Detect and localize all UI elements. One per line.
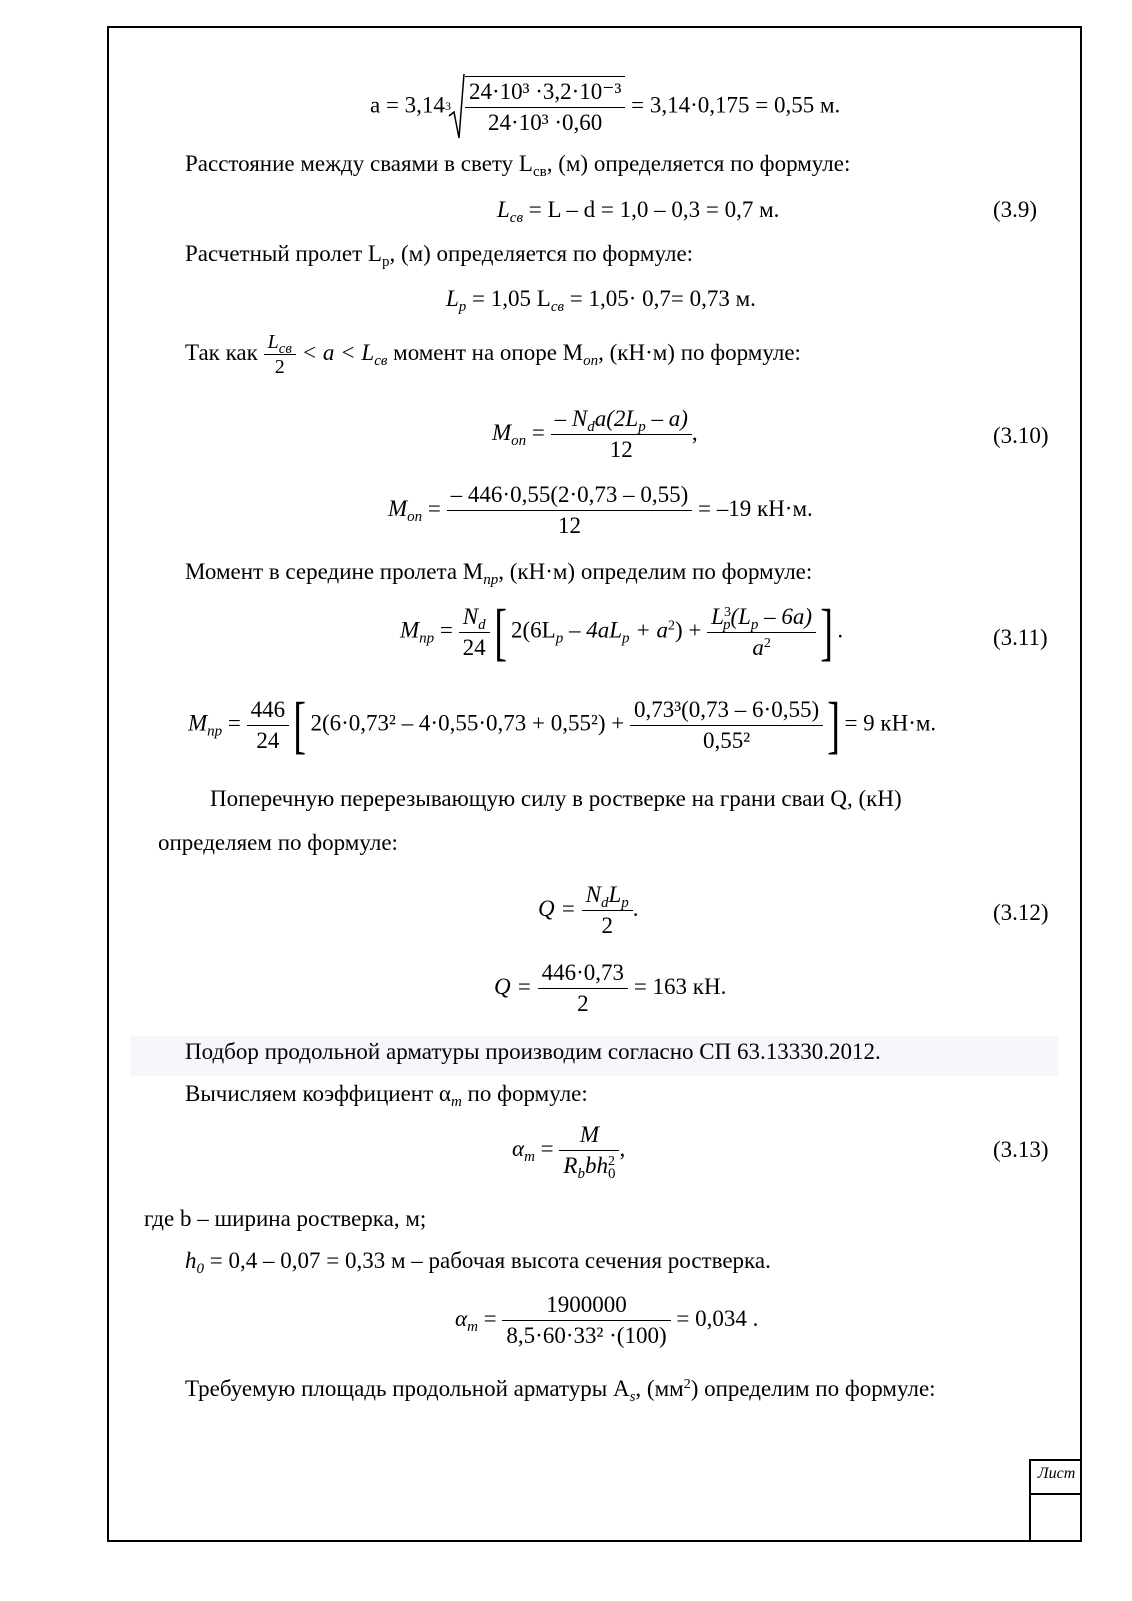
- text7: Вычисляем коэффициент α: [185, 1081, 451, 1106]
- eq310-lhs-sub: оп: [511, 432, 527, 449]
- eq311-f1: [459, 602, 490, 663]
- eq310-num-tail: a(2L: [594, 406, 639, 431]
- text3-fraction: [264, 330, 296, 379]
- eq313-after: ,: [619, 1135, 626, 1161]
- text3-frac-den: 2: [274, 356, 285, 378]
- text3-frac-num: L: [267, 331, 279, 353]
- right-bracket-icon: ]: [827, 689, 841, 760]
- equation-3-9: [497, 196, 779, 224]
- eq312b-lhs: Q =: [494, 973, 532, 999]
- paragraph-alpha: [185, 1080, 588, 1108]
- eq39-lhs: L: [497, 197, 510, 222]
- eq313-num: M: [579, 1122, 600, 1147]
- eq-number-3-9: (3.9): [993, 197, 1038, 222]
- eq-a-lhs: a = 3,14: [370, 92, 445, 118]
- root-index: 3: [444, 99, 451, 113]
- eq311b-inner: 2(6·0,73² – 4·0,55·0,73 + 0,55²) +: [310, 710, 630, 736]
- eq310b-rhs: = –19 кН·м.: [698, 495, 813, 521]
- text3-tail2: , (кН·м) по формуле:: [598, 339, 801, 365]
- eq311b-f2: [630, 695, 823, 756]
- eq311-f1-den: 24: [462, 634, 486, 660]
- equation-3-12: [538, 880, 639, 941]
- eq311-f2-num-sub: p: [722, 616, 731, 633]
- paragraph-span: [185, 240, 693, 268]
- text10-sub: s: [629, 1389, 636, 1405]
- eq311-lhs-sub: пр: [419, 630, 435, 647]
- text2: Расчетный пролет L: [185, 241, 382, 266]
- eq-number-3-10: (3.10): [993, 423, 1049, 448]
- eq-alpha-num: 1900000: [502, 1290, 670, 1321]
- eq311b-f1-num: 446: [247, 695, 290, 726]
- text2-sub: р: [381, 254, 390, 270]
- eq311-f2-num: L: [711, 603, 724, 629]
- eq-alpha-lhs: α: [455, 1305, 468, 1331]
- text3-head: Так как: [185, 339, 258, 365]
- equation-alpha-numeric: $\alpha_m$ = $\frac{1900000}{\text{8,5·60·33² ·(100)}}$ = 0,034 .: [455, 1290, 758, 1351]
- cube-root: [444, 72, 625, 142]
- eq310b-fraction: [447, 480, 693, 541]
- eq311-f2-num-tail: (L: [730, 603, 751, 629]
- eq-alpha-fraction: [502, 1290, 670, 1351]
- eq311-inner2-sub: p: [621, 630, 630, 647]
- text1-sub: св: [532, 164, 547, 180]
- eq-a-fraction: [465, 76, 625, 138]
- paragraph-shear-force-cont: определяем по формуле:: [158, 830, 398, 855]
- eq-lp-b: = 1,05 L: [466, 286, 551, 311]
- equation-3-13: $\alpha_m$ = $\frac{M}{R_bbh^2_0}$ ,: [512, 1122, 626, 1182]
- eq313-den-tail: bh: [584, 1153, 608, 1178]
- equation-a: [370, 72, 840, 142]
- eq313-lhs: α: [512, 1135, 525, 1161]
- eq-lp-a: L: [446, 286, 459, 311]
- eq-a-num: 24·10³ ·3,2·10⁻³: [465, 77, 625, 108]
- eq-number-3-12: (3.12): [993, 900, 1049, 925]
- eq310b-den: 12: [557, 513, 581, 538]
- left-bracket-icon: [: [493, 596, 507, 667]
- eq-lp-c: = 1,05· 0,7= 0,73 м.: [564, 286, 756, 311]
- equation-lp: [446, 285, 756, 313]
- eq310b-lhs: M: [388, 495, 408, 521]
- paragraph-moment-midspan: [185, 558, 812, 586]
- text1-tail: , (м) определяется по формуле:: [546, 151, 851, 176]
- eq312-num-sub: d: [600, 895, 609, 911]
- text10-end: ) определим по формуле:: [690, 1376, 936, 1401]
- text10-sup: 2: [683, 1377, 691, 1392]
- equation-3-11-numeric: $M_{пр}$ = $\frac{446}{24}$ [ 2(6·0,73² – 4·0,55·0,73 + 0,55²) + $\frac{\text{0,73³(0,73 – 6·0,55)}}{\text{0,55²}}$ ] = 9 кН·м.: [188, 689, 937, 760]
- eq312b-den: 2: [577, 991, 589, 1016]
- eq310-den: 12: [609, 437, 633, 462]
- eq312-num-tail: L: [608, 882, 622, 907]
- eq310-num-tail-sub: p: [638, 419, 646, 435]
- eq312-after: .: [632, 895, 639, 921]
- sheet-label: Лист: [1037, 1465, 1076, 1482]
- text4: Момент в середине пролета M: [185, 559, 484, 584]
- eq311b-lhs-sub: пр: [207, 723, 223, 740]
- eq310b-lhs-sub: оп: [407, 508, 423, 525]
- eq313-fraction: $\frac{M}{R_bbh^2_0}$: [559, 1120, 619, 1181]
- eq310-fraction: [551, 404, 692, 465]
- eq311-f1-num-sub: d: [478, 616, 486, 633]
- eq312b-num: 446·0,73: [538, 958, 628, 989]
- text7-sub: m: [450, 1094, 462, 1110]
- eq311b-rhs: = 9 кН·м.: [844, 710, 937, 736]
- eq311b-lhs: M: [188, 710, 208, 736]
- eq311-inner: 2(6L: [510, 617, 556, 643]
- eq-alpha-den: 8,5·60·33² ·(100): [506, 1323, 667, 1348]
- eq-a-den: 24·10³ ·0,60: [488, 110, 603, 135]
- eq311-f1-num: N: [462, 603, 479, 629]
- paragraph-h0: [185, 1247, 771, 1275]
- eq311-after: .: [837, 617, 844, 643]
- text3-mid-sub: св: [374, 352, 388, 369]
- equation-3-10: $M_{оп}$ = $\frac{- N_da(2L_p - a)}{12}$ ,: [492, 404, 698, 465]
- eq311-f2-den: a: [752, 634, 764, 660]
- text1: Расстояние между сваями в свету L: [185, 151, 533, 176]
- eq311-f2-num-tail-sub: p: [750, 616, 759, 633]
- eq311b-f1: [247, 695, 290, 756]
- eq313-lhs-sub: m: [524, 1148, 535, 1165]
- eq311-inner2: – 4aL: [563, 617, 622, 643]
- eq312-num: N: [585, 882, 601, 907]
- paragraph-moment-support: [185, 330, 801, 379]
- paragraph-clear-span: [185, 150, 850, 178]
- eq311-f2-num-end: – 6a): [758, 603, 813, 629]
- eq312-fraction: [582, 880, 633, 941]
- title-block-stamp: [1029, 1459, 1082, 1542]
- eq311b-f2-den: 0,55²: [702, 727, 751, 753]
- paragraph-required-area: [185, 1375, 936, 1403]
- text9-sub: 0: [196, 1261, 204, 1277]
- text3-frac-num-sub: св: [278, 341, 292, 357]
- eq-number-3-13: (3.13): [993, 1137, 1049, 1162]
- eq310-num-sub: d: [587, 419, 595, 435]
- text4-tail: , (кН·м) определим по формуле:: [498, 559, 813, 584]
- eq311-inner3: + a: [629, 617, 669, 643]
- eq312-lhs: Q =: [538, 895, 576, 921]
- eq-number-3-11: (3.11): [993, 625, 1048, 650]
- eq39-lhs-sub: св: [509, 210, 523, 226]
- eq313-den: R: [563, 1153, 578, 1178]
- eq311-f2: $\frac{L^3_p(L_p - 6a)}{a^2}$: [707, 602, 816, 663]
- eq311b-f2-num: 0,73³(0,73 – 6·0,55): [630, 695, 823, 726]
- text10-tail: , (мм: [635, 1376, 684, 1401]
- eq-a-rhs: = 3,14·0,175 = 0,55 м.: [631, 92, 841, 118]
- text9: h: [185, 1248, 197, 1273]
- text10: Требуемую площадь продольной арматуры A: [185, 1376, 630, 1401]
- paragraph-where-b: где b – ширина ростверка, м;: [144, 1206, 427, 1231]
- text3-mid: < a < L: [301, 339, 375, 365]
- equation-3-10-numeric: $M_{оп}$ = $\frac{- 446\cdot 0,55(2\cdot 0,73 - 0,55)}{12}$ = –19 кН·м.: [388, 480, 813, 541]
- text7-tail: по формуле:: [461, 1081, 588, 1106]
- eq-alpha-rhs: = 0,034 .: [676, 1305, 759, 1331]
- equation-3-11: $M_{пр}$ = $\frac{N_d}{24}$ [ $2(6L_p - 4aL_p + a^2)$ + $\frac{L^3_p(L_p - 6a)}{a^2}$ ] .: [400, 596, 844, 667]
- paragraph-shear-force: Поперечную перерезывающую силу в ростверке на грани сваи Q, (кН): [210, 786, 902, 811]
- eq310-num: – N: [554, 406, 588, 431]
- left-bracket-icon: [: [293, 689, 307, 760]
- eq-alpha-lhs-sub: m: [467, 1318, 478, 1335]
- stamp-divider: [1031, 1493, 1082, 1495]
- eq-lp-b-sub: св: [550, 299, 564, 315]
- eq310-lhs: M: [492, 419, 512, 445]
- eq39-body: = L – d = 1,0 – 0,3 = 0,7 м.: [528, 197, 780, 222]
- eq310-after: ,: [691, 419, 698, 445]
- eq312b-fraction: [538, 958, 628, 1019]
- text3-tail-sub: оп: [583, 352, 599, 369]
- text3-tail1: момент на опоре M: [387, 339, 584, 365]
- eq310b-num: – 446·0,55(2·0,73 – 0,55): [447, 480, 693, 511]
- eq313-den-sub2: 0: [607, 1166, 616, 1182]
- text4-sub: пр: [483, 572, 499, 588]
- eq311-inner4: ) +: [675, 617, 708, 643]
- eq312-num-tail-sub: p: [621, 895, 629, 911]
- eq311-lhs: M: [400, 617, 420, 643]
- eq312-den: 2: [601, 913, 613, 938]
- text9-tail: = 0,4 – 0,07 = 0,33 м – рабочая высота сечения ростверка.: [204, 1248, 771, 1273]
- right-bracket-icon: ]: [820, 596, 834, 667]
- eq311b-f1-den: 24: [256, 727, 280, 753]
- eq312b-rhs: = 163 кН.: [633, 973, 727, 999]
- eq310-num-end: – a): [645, 406, 688, 431]
- text2-tail: , (м) определяется по формуле:: [389, 241, 694, 266]
- paragraph-reinforcement: Подбор продольной арматуры производим согласно СП 63.13330.2012.: [185, 1039, 881, 1064]
- eq311-inner-sub: p: [555, 630, 564, 647]
- eq-lp-a-sub: р: [458, 299, 467, 315]
- equation-3-12-numeric: [494, 958, 726, 1019]
- eq313-den-sub: b: [577, 1166, 585, 1182]
